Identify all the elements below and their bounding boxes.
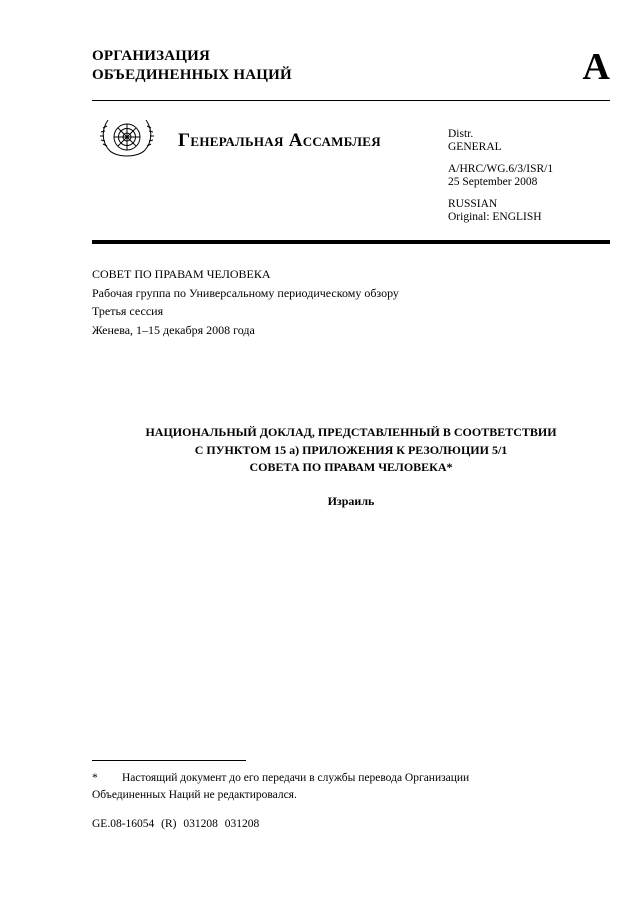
- distribution-value: GENERAL: [448, 141, 502, 153]
- document-symbol: A/HRC/WG.6/3/ISR/1: [448, 163, 554, 175]
- org-name-line1: ОРГАНИЗАЦИЯ: [92, 48, 211, 64]
- document-series-letter: A: [582, 46, 610, 88]
- header-divider: [92, 100, 610, 101]
- masthead-bottom-rule: [92, 240, 610, 244]
- organization-name: [92, 47, 292, 85]
- distr-label: Distr.: [448, 128, 474, 140]
- document-metadata: [448, 128, 553, 224]
- working-group: Рабочая группа по Универсальному периодическому обзору: [92, 285, 399, 300]
- footnote: [92, 770, 532, 804]
- assembly-title: Генеральная Ассамблея: [178, 130, 381, 151]
- place-dates: Женева, 1–15 декабря 2008 года: [92, 322, 255, 337]
- org-name-line2: ОБЪЕДИНЕННЫХ НАЦИЙ: [92, 67, 292, 83]
- country-name: Израиль: [327, 494, 375, 508]
- council-body: СОВЕТ ПО ПРАВАМ ЧЕЛОВЕКА: [92, 267, 271, 281]
- original-language: Original: ENGLISH: [448, 211, 542, 223]
- un-emblem-icon: [96, 112, 158, 166]
- report-title: [92, 424, 610, 477]
- report-title-line1: НАЦИОНАЛЬНЫЙ ДОКЛАД, ПРЕДСТАВЛЕННЫЙ В СООТВЕТСТВИИ: [145, 425, 557, 439]
- council-info: [92, 265, 399, 339]
- footnote-marker: *: [92, 772, 98, 784]
- footnote-text-line1: Настоящий документ до его передачи в службы перевода Организации: [122, 772, 470, 784]
- footnote-text-line2: Объединенных Наций не редактировался.: [92, 789, 297, 801]
- document-language: RUSSIAN: [448, 198, 498, 210]
- report-title-line2: С ПУНКТОМ 15 а) ПРИЛОЖЕНИЯ К РЕЗОЛЮЦИИ 5/1: [194, 442, 508, 457]
- session: Третья сессия: [92, 304, 164, 318]
- footnote-separator: [92, 760, 246, 761]
- report-title-line3: СОВЕТА ПО ПРАВАМ ЧЕЛОВЕКА*: [249, 460, 453, 474]
- document-date: 25 September 2008: [448, 176, 538, 188]
- job-number: GE.08-16054 (R) 031208 031208: [92, 818, 260, 830]
